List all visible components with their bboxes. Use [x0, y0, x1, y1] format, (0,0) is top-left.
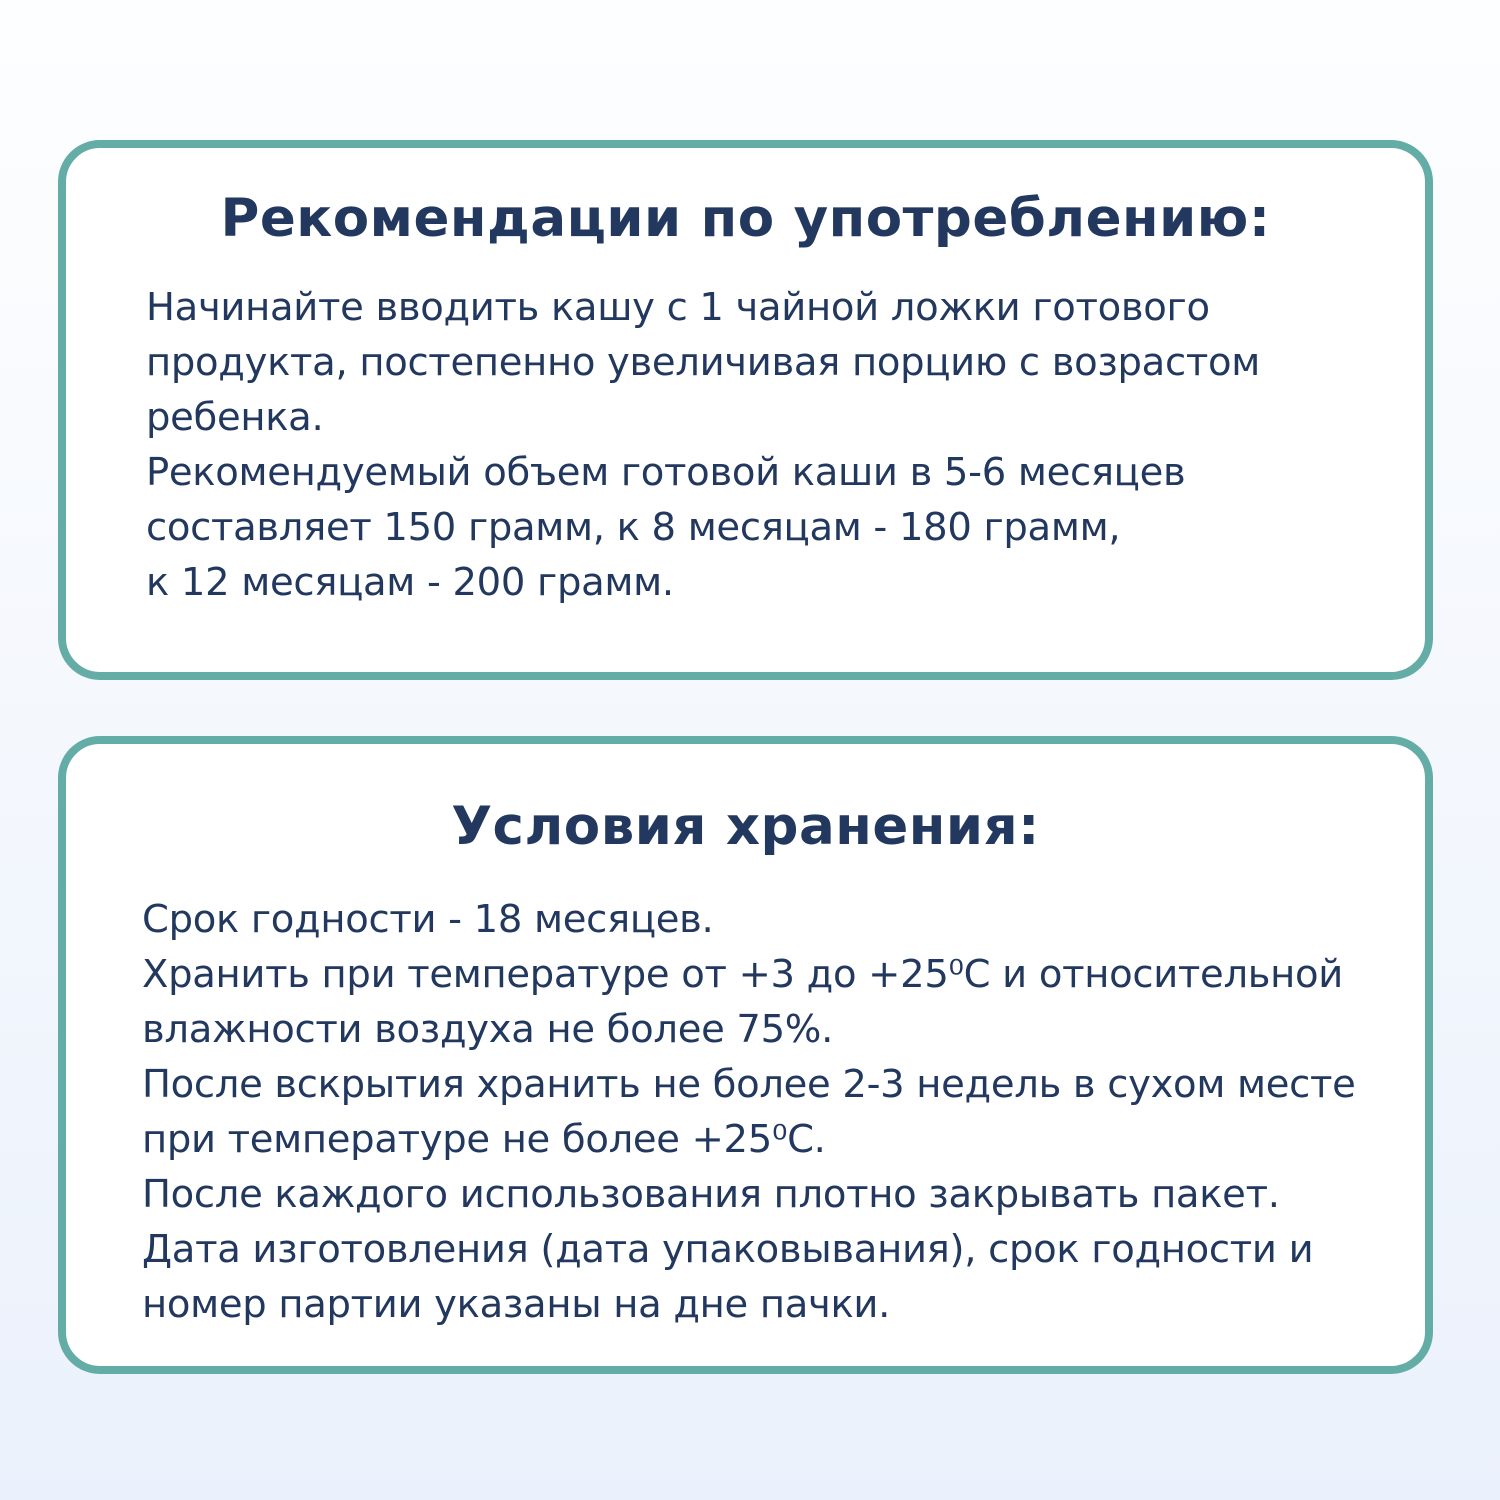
storage-title: Условия хранения: — [451, 796, 1040, 857]
storage-conditions-card — [58, 736, 1433, 1374]
storage-line: при температуре не более +25⁰С. — [142, 1117, 826, 1162]
usage-line: составляет 150 грамм, к 8 месяцам - 180 грамм, — [146, 505, 1121, 550]
usage-text — [146, 280, 1260, 610]
storage-line: номер партии указаны на дне пачки. — [142, 1282, 891, 1327]
storage-line: Дата изготовления (дата упаковывания), срок годности и — [142, 1227, 1314, 1272]
usage-line: к 12 месяцам - 200 грамм. — [146, 560, 674, 605]
storage-text — [142, 892, 1356, 1332]
storage-line: После каждого использования плотно закрывать пакет. — [142, 1172, 1280, 1217]
usage-title: Рекомендации по употреблению: — [220, 188, 1271, 249]
usage-line: Рекомендуемый объем готовой каши в 5-6 месяцев — [146, 450, 1186, 495]
storage-line: Хранить при температуре от +3 до +25⁰С и относительной — [142, 952, 1343, 997]
storage-line: влажности воздуха не более 75%. — [142, 1007, 834, 1052]
usage-recommendations-card — [58, 140, 1433, 680]
usage-line: продукта, постепенно увеличивая порцию с возрастом — [146, 340, 1260, 385]
storage-line: Срок годности - 18 месяцев. — [142, 897, 714, 942]
storage-line: После вскрытия хранить не более 2-3 недель в сухом месте — [142, 1062, 1356, 1107]
usage-line: Начинайте вводить кашу с 1 чайной ложки готового — [146, 285, 1210, 330]
usage-line: ребенка. — [146, 395, 324, 440]
